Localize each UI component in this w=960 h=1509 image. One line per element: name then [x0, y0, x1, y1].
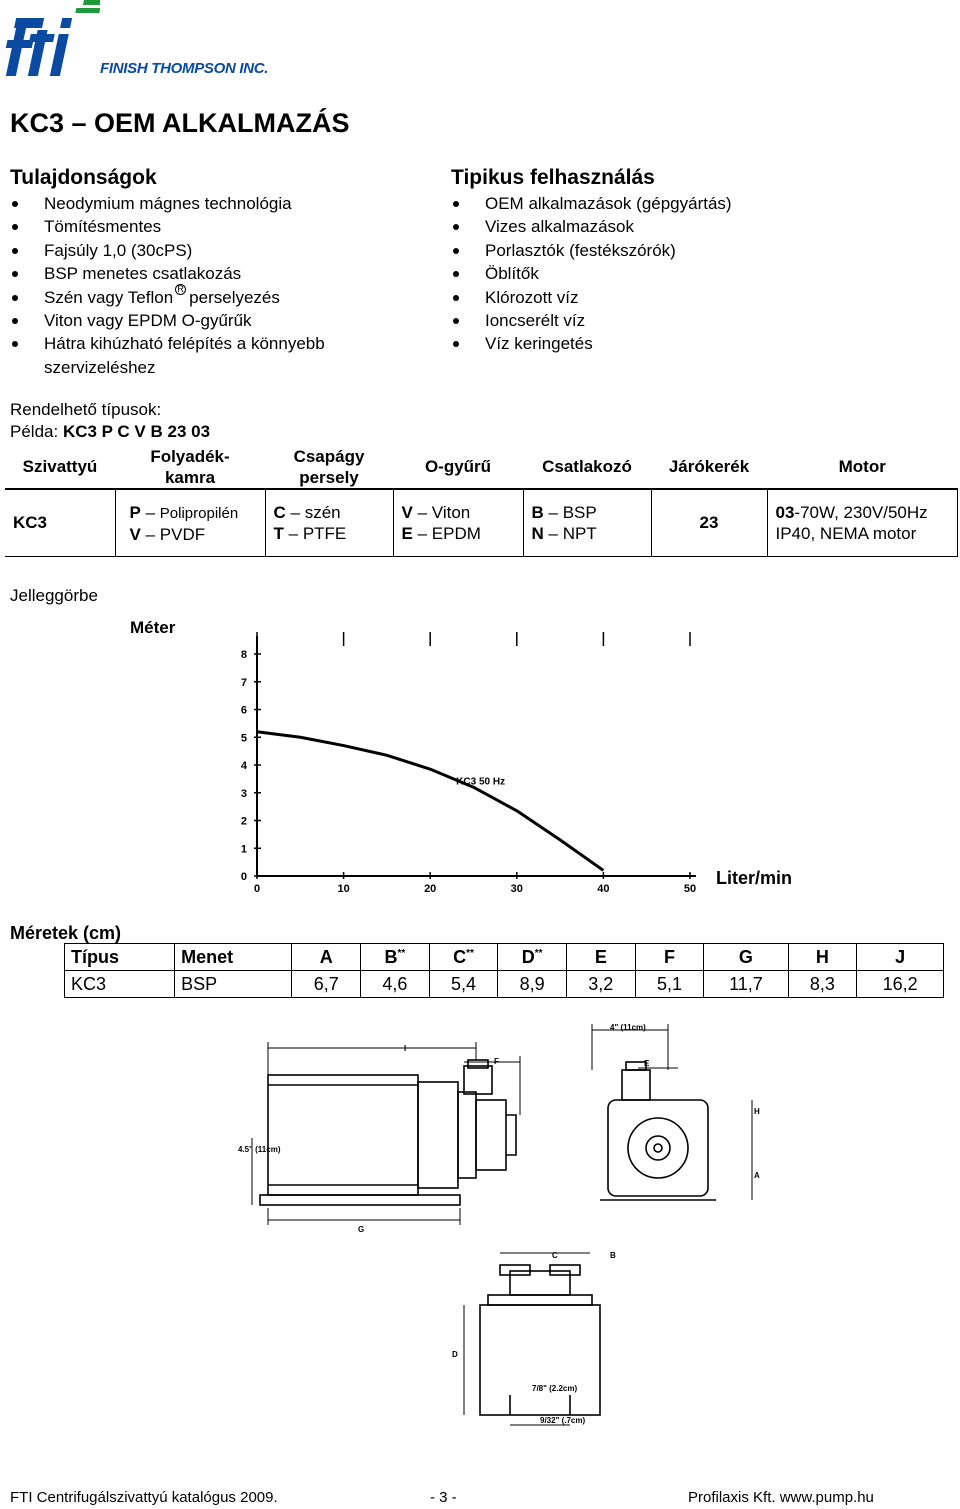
dash: –: [145, 502, 156, 522]
code: T: [273, 524, 284, 543]
footer-catalog: FTI Centrifugálszivattyú katalógus 2009.: [10, 1489, 278, 1506]
desc: Viton: [431, 503, 471, 522]
dash: –: [548, 503, 558, 522]
dims-cell: 8,3: [788, 971, 857, 998]
list-item: BSP menetes csatlakozás: [10, 262, 410, 285]
x-tick-label: 40: [597, 883, 610, 895]
dims-cell: 16,2: [857, 971, 944, 998]
example-code: KC3 P C V B 23 03: [62, 422, 211, 441]
dims-data-row: [65, 971, 944, 998]
dim-label-left-height: 4.5" (11cm): [238, 1145, 281, 1154]
list-item: OEM alkalmazások (gépgyártás): [451, 192, 871, 215]
header-connector: Csatlakozó: [542, 457, 632, 476]
desc: BSP: [562, 503, 597, 522]
dims-header-cell: D**: [498, 944, 567, 971]
list-item: Víz keringetés: [451, 332, 871, 355]
y-tick-label: 0: [240, 871, 247, 883]
desc: PTFE: [302, 524, 347, 543]
dims-header-cell: F: [635, 944, 704, 971]
typical-use-heading: Tipikus felhasználás: [451, 166, 655, 189]
side-view-drawing: [230, 1020, 770, 1235]
dimensions-heading: Méretek (cm): [10, 923, 122, 943]
footnote-mark: **: [397, 947, 406, 959]
dim-label-top-width: 4" (11cm): [610, 1023, 646, 1032]
dim-label-F: F: [494, 1057, 499, 1066]
list-item: Porlasztók (festékszórók): [451, 239, 871, 262]
dims-cell: 8,9: [498, 971, 567, 998]
dash: –: [145, 524, 156, 544]
footnote-mark: **: [534, 947, 543, 959]
header-oring: O-gyűrű: [424, 457, 492, 476]
x-tick-label: 10: [337, 883, 350, 895]
performance-chart: [230, 630, 720, 900]
chart-labels: [456, 776, 505, 787]
dim-label-A: A: [754, 1171, 760, 1180]
dimensions-table: [64, 943, 944, 998]
x-tick-label: 0: [253, 883, 261, 895]
list-item: Ioncserélt víz: [451, 309, 871, 332]
y-tick-label: 3: [240, 787, 247, 800]
dim-label-I: I: [404, 1044, 407, 1053]
x-axis-unit: Liter/min: [716, 868, 793, 888]
x-tick-label: 30: [510, 883, 523, 895]
list-item: Viton vagy EPDM O-gyűrűk: [10, 309, 410, 332]
dims-header-cell: C**: [429, 944, 498, 971]
dims-cell: 4,6: [361, 971, 430, 998]
header-chamber: [115, 446, 265, 489]
code: N: [531, 524, 544, 543]
y-tick-label: 1: [240, 843, 247, 856]
dims-header-cell: Típus: [65, 944, 175, 971]
code: C: [273, 503, 286, 522]
cell-chamber: [115, 489, 265, 557]
desc: szén: [304, 503, 341, 522]
code: V: [401, 503, 413, 522]
footer-page-number: - 3 -: [430, 1489, 457, 1506]
dim-label-E: E: [644, 1059, 650, 1068]
motor-spec-2: IP40, NEMA motor: [775, 524, 917, 543]
finish-thompson-logo: [0, 0, 269, 82]
dash: –: [548, 524, 558, 543]
dims-header-cell: B**: [361, 944, 430, 971]
dims-cell: 11,7: [704, 971, 788, 998]
dim-label-port2: 9/32" (.7cm): [540, 1416, 586, 1425]
dim-label-C: C: [552, 1251, 558, 1260]
y-tick-label: 6: [240, 704, 247, 717]
dims-cell: 3,2: [567, 971, 636, 998]
dims-cell: KC3: [65, 971, 175, 998]
footer-company-link[interactable]: Profilaxis Kft. www.pump.hu: [688, 1489, 874, 1506]
fti-logo-mark: [0, 0, 100, 78]
dims-header-cell: E: [567, 944, 636, 971]
dims-header-cell: A: [292, 944, 361, 971]
cell-bearing: [265, 489, 393, 557]
top-view-drawing: [440, 1245, 660, 1435]
y-tick-label: 8: [240, 649, 247, 661]
logo-company-name: FINISH THOMPSON INC.: [100, 60, 269, 77]
dims-header-cell: Menet: [175, 944, 292, 971]
footnote-mark: **: [466, 947, 474, 959]
dims-cell: BSP: [175, 971, 292, 998]
chart-ticks: [241, 632, 696, 895]
list-item: Fajsúly 1,0 (30cPS): [10, 239, 410, 262]
registered-mark: R: [175, 284, 186, 295]
dims-cell: 6,7: [292, 971, 361, 998]
list-item: Tömítésmentes: [10, 215, 410, 238]
list-item: Neodymium mágnes technológia: [10, 192, 410, 215]
x-tick-label: 20: [424, 883, 437, 895]
code: P: [129, 502, 141, 522]
teflon-suffix: perselyezés: [189, 287, 280, 307]
ordering-table: [5, 446, 958, 557]
y-tick-label: 2: [240, 815, 247, 828]
dim-label-G: G: [358, 1225, 365, 1234]
y-axis-unit: Méter: [130, 618, 176, 637]
code: E: [401, 524, 413, 543]
dims-cell: 5,4: [429, 971, 498, 998]
header-bearing-label: Csapágy persely: [293, 447, 365, 487]
cell-pump: KC3: [5, 489, 115, 557]
dims-cell: 5,1: [635, 971, 704, 998]
cell-motor: [767, 489, 958, 557]
list-item: Hátra kihúzható felépítés a könnyebb szervizeléshez: [10, 332, 384, 379]
dim-label-port1: 7/8" (2.2cm): [532, 1384, 578, 1393]
code: B: [531, 503, 544, 522]
series-line: [257, 732, 603, 871]
cell-impeller: 23: [651, 489, 767, 557]
dims-header-cell: H: [788, 944, 857, 971]
y-tick-label: 5: [240, 732, 247, 745]
desc: PVDF: [159, 524, 206, 544]
dash: –: [417, 524, 428, 543]
dims-header-cell: G: [704, 944, 788, 971]
header-bearing: [265, 446, 393, 489]
dim-label-H: H: [754, 1107, 760, 1116]
properties-heading: Tulajdonságok: [10, 166, 157, 189]
ordering-example: [10, 422, 210, 442]
chart-axes: [257, 636, 696, 876]
cell-oring: [393, 489, 523, 557]
list-item: Klórozott víz: [451, 286, 871, 309]
code: V: [129, 524, 141, 544]
dim-label-B: B: [610, 1251, 616, 1260]
list-item: Vizes alkalmazások: [451, 215, 871, 238]
dim-label-D: D: [452, 1350, 458, 1359]
y-tick-label: 4: [240, 760, 247, 772]
header-pump: Szivattyú: [22, 457, 98, 476]
chart-lines: [257, 732, 604, 871]
ordering-intro: Rendelhető típusok:: [10, 400, 162, 419]
desc: NPT: [562, 524, 597, 543]
dims-header-cell: J: [857, 944, 944, 971]
list-item: [10, 283, 410, 309]
dash: –: [417, 503, 428, 522]
desc: EPDM: [431, 524, 481, 543]
motor-spec: -70W, 230V/50Hz: [794, 503, 928, 522]
series-label: KC3 50 Hz: [456, 776, 506, 788]
cell-connector: [523, 489, 651, 557]
header-chamber-label: Folyadék-kamra: [150, 447, 230, 487]
typical-use-list: [451, 192, 871, 356]
x-tick-label: 50: [683, 883, 697, 895]
page-title: KC3 – OEM ALKALMAZÁS: [10, 108, 350, 138]
dash: –: [288, 524, 299, 543]
example-prefix: Példa:: [10, 422, 63, 441]
motor-code: 03: [775, 503, 795, 522]
properties-list: [10, 192, 410, 379]
curve-heading: Jelleggörbe: [10, 586, 98, 605]
desc: Polipropilén: [159, 504, 239, 522]
header-motor: Motor: [838, 457, 886, 476]
dims-header-row: [65, 944, 944, 971]
teflon-text: Szén vagy Teflon: [44, 287, 174, 307]
y-tick-label: 7: [240, 676, 247, 689]
header-impeller: Járókerék: [668, 457, 750, 476]
list-item: Öblítők: [451, 262, 871, 285]
dash: –: [290, 503, 300, 522]
